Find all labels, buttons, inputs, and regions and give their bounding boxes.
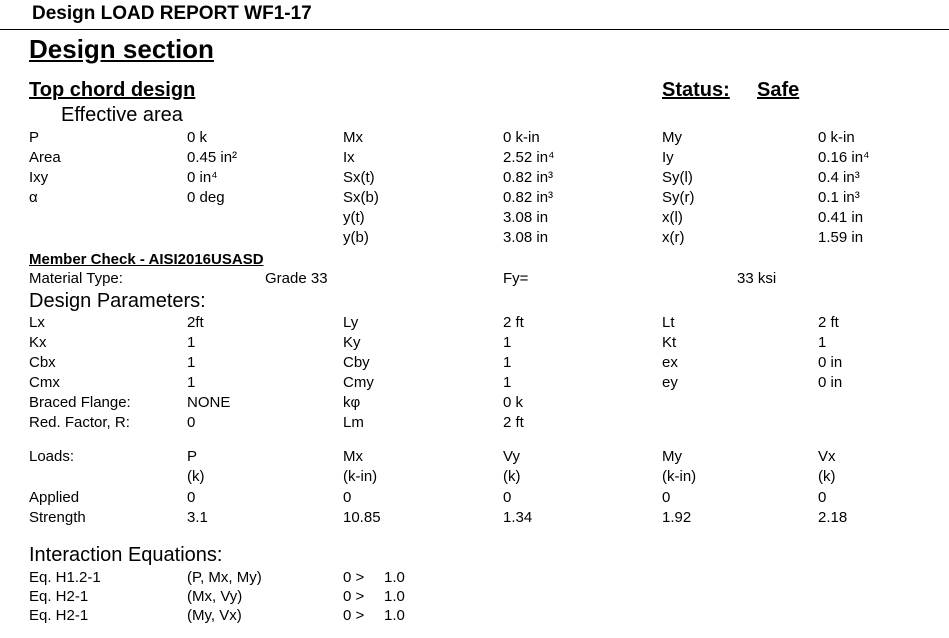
property-label: Iy bbox=[662, 149, 674, 166]
property-label: Sx(t) bbox=[343, 169, 375, 186]
header-divider bbox=[0, 29, 949, 30]
property-label: Mx bbox=[343, 129, 363, 146]
load-strength-value: 2.18 bbox=[818, 509, 848, 526]
parameter-value: 0 in bbox=[818, 354, 843, 371]
property-value: 0.82 in³ bbox=[503, 189, 554, 206]
property-label: Sy(r) bbox=[662, 189, 695, 206]
parameter-label: Ky bbox=[343, 334, 361, 351]
load-column-unit: (k-in) bbox=[662, 468, 697, 485]
status-value: Safe bbox=[757, 79, 800, 101]
property-value: 0.16 in⁴ bbox=[818, 149, 870, 166]
load-column-name: Vy bbox=[503, 448, 520, 465]
property-value: 0.45 in² bbox=[187, 149, 238, 166]
load-strength-value: 1.92 bbox=[662, 509, 692, 526]
parameter-value: 1 bbox=[818, 334, 827, 351]
property-label: Ix bbox=[343, 149, 355, 166]
property-label: P bbox=[29, 129, 40, 146]
strength-label: Strength bbox=[29, 509, 86, 526]
parameter-label: ey bbox=[662, 374, 678, 391]
load-column-name: My bbox=[662, 448, 682, 465]
property-label: My bbox=[662, 129, 682, 146]
property-label: x(l) bbox=[662, 209, 683, 226]
parameter-value: 1 bbox=[503, 354, 512, 371]
property-value: 0 k-in bbox=[503, 129, 540, 146]
equation-name: Eq. H2-1 bbox=[29, 588, 89, 605]
parameter-label: ex bbox=[662, 354, 678, 371]
parameter-value: 1 bbox=[503, 374, 512, 391]
loads-label: Loads: bbox=[29, 448, 75, 465]
member-check-title: Member Check - AISI2016USASD bbox=[29, 251, 264, 268]
load-applied-value: 0 bbox=[818, 489, 827, 506]
property-label: Sy(l) bbox=[662, 169, 693, 186]
parameter-value: NONE bbox=[187, 394, 231, 411]
parameter-value: 1 bbox=[503, 334, 512, 351]
equation-value: 0 > bbox=[343, 607, 365, 624]
top-chord-title: Top chord design bbox=[29, 79, 196, 101]
parameter-value: 0 bbox=[187, 414, 196, 431]
parameter-label: Braced Flange: bbox=[29, 394, 131, 411]
parameter-value: 1 bbox=[187, 374, 196, 391]
property-label: x(r) bbox=[662, 229, 685, 246]
fy-label: Fy= bbox=[503, 270, 529, 287]
load-applied-value: 0 bbox=[662, 489, 671, 506]
parameter-label: Lm bbox=[343, 414, 364, 431]
equation-name: Eq. H1.2-1 bbox=[29, 569, 101, 586]
parameter-label: Red. Factor, R: bbox=[29, 414, 130, 431]
load-column-unit: (k) bbox=[503, 468, 521, 485]
parameter-value: 2 ft bbox=[818, 314, 839, 331]
parameter-label: Cbx bbox=[29, 354, 56, 371]
property-value: 0.82 in³ bbox=[503, 169, 554, 186]
parameter-label: Lt bbox=[662, 314, 675, 331]
parameter-value: 2ft bbox=[187, 314, 204, 331]
parameter-label: kφ bbox=[343, 394, 361, 411]
design-parameters-title: Design Parameters: bbox=[29, 290, 206, 312]
interaction-title: Interaction Equations: bbox=[29, 544, 223, 566]
property-label: α bbox=[29, 189, 38, 206]
parameter-label: Kx bbox=[29, 334, 47, 351]
load-column-unit: (k) bbox=[818, 468, 836, 485]
equation-limit: 1.0 bbox=[384, 588, 405, 605]
parameter-label: Kt bbox=[662, 334, 677, 351]
property-value: 3.08 in bbox=[503, 229, 549, 246]
property-label: Sx(b) bbox=[343, 189, 379, 206]
fy-value: 33 ksi bbox=[737, 270, 777, 287]
property-value: 1.59 in bbox=[818, 229, 864, 246]
parameter-value: 1 bbox=[187, 334, 196, 351]
property-value: 0.4 in³ bbox=[818, 169, 860, 186]
report-title: Design LOAD REPORT WF1-17 bbox=[32, 3, 312, 24]
status-label: Status: bbox=[662, 79, 730, 101]
equation-limit: 1.0 bbox=[384, 569, 405, 586]
property-value: 3.08 in bbox=[503, 209, 549, 226]
property-value: 0 deg bbox=[187, 189, 225, 206]
property-value: 0 in⁴ bbox=[187, 169, 218, 186]
parameter-value: 2 ft bbox=[503, 314, 524, 331]
equation-name: Eq. H2-1 bbox=[29, 607, 89, 624]
load-strength-value: 10.85 bbox=[343, 509, 381, 526]
equation-variables: (Mx, Vy) bbox=[187, 588, 243, 605]
material-type-label: Material Type: bbox=[29, 270, 123, 287]
load-applied-value: 0 bbox=[187, 489, 196, 506]
property-label: Ixy bbox=[29, 169, 49, 186]
load-strength-value: 3.1 bbox=[187, 509, 208, 526]
load-applied-value: 0 bbox=[503, 489, 512, 506]
property-value: 0 k-in bbox=[818, 129, 855, 146]
load-applied-value: 0 bbox=[343, 489, 352, 506]
load-column-name: P bbox=[187, 448, 198, 465]
property-value: 0.41 in bbox=[818, 209, 864, 226]
applied-label: Applied bbox=[29, 489, 80, 506]
parameter-label: Lx bbox=[29, 314, 45, 331]
load-column-unit: (k-in) bbox=[343, 468, 378, 485]
section-title: Design section bbox=[29, 34, 214, 64]
parameter-label: Ly bbox=[343, 314, 359, 331]
property-value: 2.52 in⁴ bbox=[503, 149, 555, 166]
load-column-name: Mx bbox=[343, 448, 363, 465]
parameter-value: 1 bbox=[187, 354, 196, 371]
equation-value: 0 > bbox=[343, 588, 365, 605]
parameter-label: Cmx bbox=[29, 374, 60, 391]
effective-area-label: Effective area bbox=[61, 104, 183, 126]
property-label: Area bbox=[29, 149, 61, 166]
property-label: y(t) bbox=[343, 209, 365, 226]
equation-value: 0 > bbox=[343, 569, 365, 586]
parameter-value: 0 in bbox=[818, 374, 843, 391]
property-value: 0.1 in³ bbox=[818, 189, 860, 206]
parameter-label: Cby bbox=[343, 354, 370, 371]
property-value: 0 k bbox=[187, 129, 208, 146]
parameter-value: 2 ft bbox=[503, 414, 524, 431]
load-strength-value: 1.34 bbox=[503, 509, 533, 526]
load-column-unit: (k) bbox=[187, 468, 205, 485]
equation-variables: (P, Mx, My) bbox=[187, 569, 262, 586]
property-label: y(b) bbox=[343, 229, 369, 246]
equation-variables: (My, Vx) bbox=[187, 607, 242, 624]
material-type-value: Grade 33 bbox=[265, 270, 328, 287]
load-column-name: Vx bbox=[818, 448, 836, 465]
parameter-label: Cmy bbox=[343, 374, 374, 391]
equation-limit: 1.0 bbox=[384, 607, 405, 624]
parameter-value: 0 k bbox=[503, 394, 524, 411]
